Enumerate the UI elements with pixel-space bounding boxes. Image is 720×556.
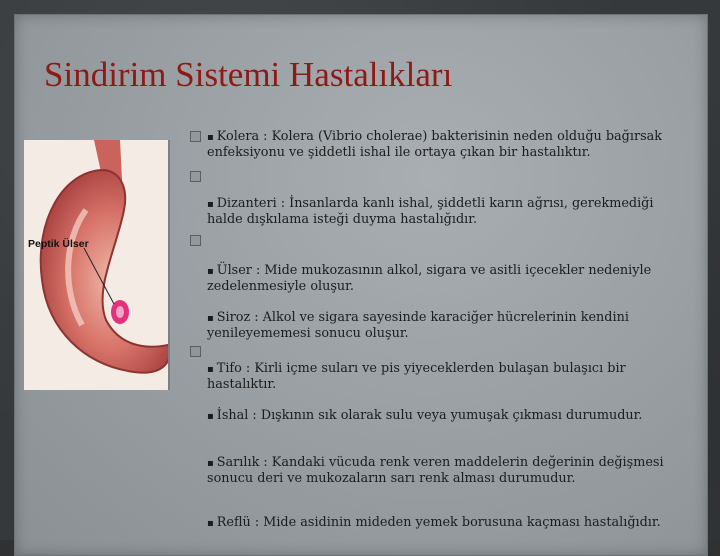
bullet-dot-icon: ▪ (207, 458, 214, 469)
bullet-dot-icon: ▪ (207, 132, 214, 143)
stomach-illustration (24, 140, 170, 390)
illustration-label: Peptik Ülser (28, 238, 89, 250)
list-item-reflu: ▪ Reflü : Mide asidinin mideden yemek borusuna kaçması hastalığıdır. (207, 515, 661, 530)
list-item-ishal: ▪ İshal : Dışkının sık olarak sulu veya yumuşak çıkması durumudur. (207, 408, 643, 423)
bullet-dot-icon: ▪ (207, 411, 214, 422)
list-item-tifo: ▪ Tifo : Kirli içme suları ve pis yiyeceklerden bulaşan bulaşıcı bir hastalıktır. (207, 361, 626, 392)
list-item-kolera: ▪ Kolera : Kolera (Vibrio cholerae) bakterisinin neden olduğu bağırsak enfeksiyonu ve şiddetli ishal ile ortaya çıkan bir hastalıktır. (207, 129, 663, 160)
list-item-sarilik: ▪ Sarılık : Kandaki vücuda renk veren maddelerin değerinin değişmesi sonucu deri ve mukozaların sarı renk alması durumudur. (207, 455, 664, 486)
slide-title: Sindirim Sistemi Hastalıkları (44, 55, 453, 94)
stomach-image (24, 140, 168, 390)
bullet-dot-icon: ▪ (207, 313, 214, 324)
bullet-dot-icon: ▪ (207, 199, 214, 210)
bullet-dot-icon: ▪ (207, 364, 214, 375)
list-item-dizanteri: ▪ Dizanteri : İnsanlarda kanlı ishal, şiddetli karın ağrısı, gerekmediği halde dışkılama isteği duyma hastalığıdır. (207, 196, 654, 227)
bullet-square-icon (190, 235, 201, 246)
bullet-dot-icon: ▪ (207, 266, 214, 277)
bullet-dot-icon: ▪ (207, 518, 214, 529)
bullet-square-icon (190, 131, 201, 142)
list-item-siroz: ▪ Siroz : Alkol ve sigara sayesinde karaciğer hücrelerinin kendini yenileyememesi sonucu oluşur. (207, 310, 629, 341)
list-item-ulser: ▪ Ülser : Mide mukozasının alkol, sigara ve asitli içecekler nedeniyle zedelenmesiyle oluşur. (207, 263, 652, 294)
bullet-square-icon (190, 171, 201, 182)
bullet-square-icon (190, 346, 201, 357)
